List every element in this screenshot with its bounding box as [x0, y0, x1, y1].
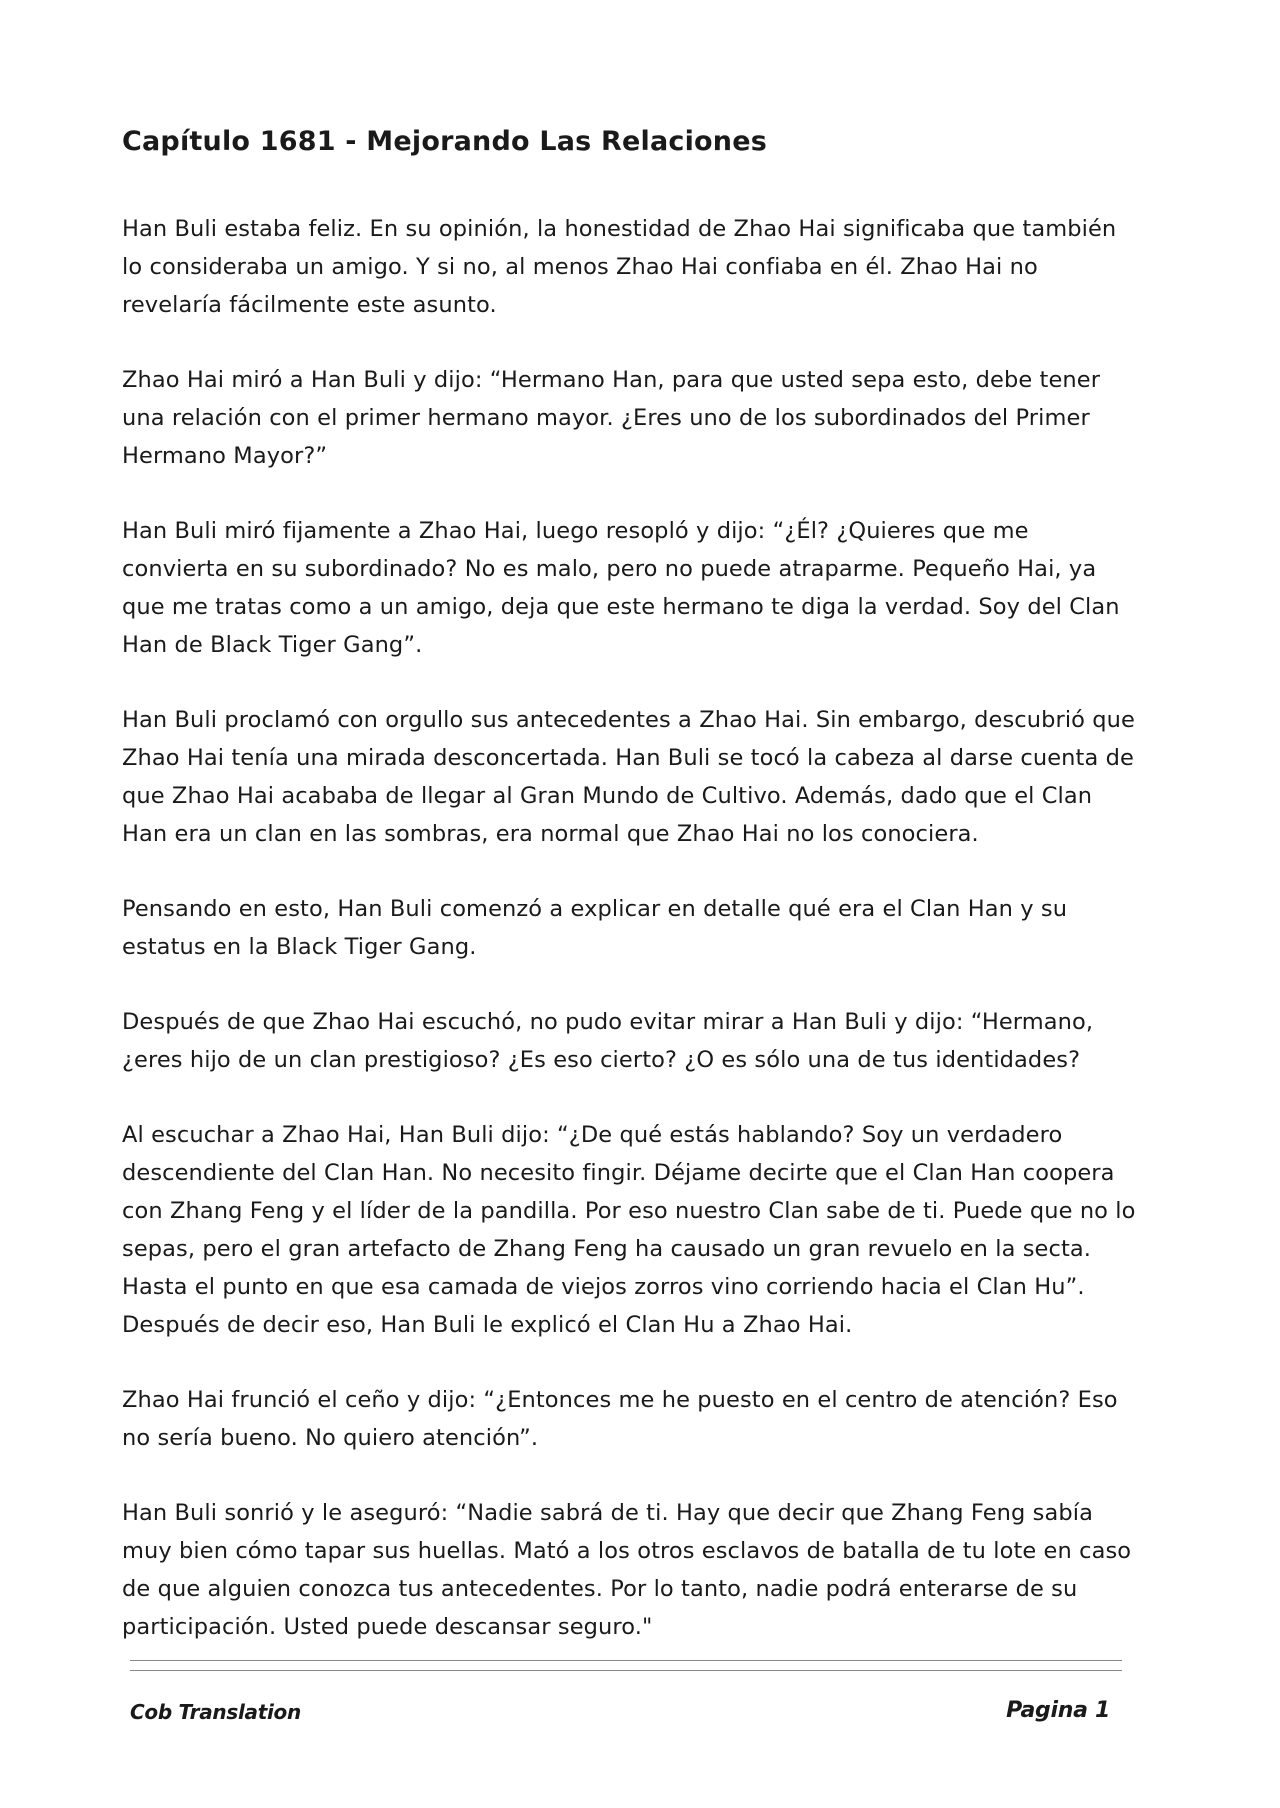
- footer-page-number: Pagina 1: [1006, 1698, 1110, 1723]
- document-body: [122, 118, 1142, 1683]
- footer-divider-top: [130, 1660, 1122, 1661]
- paragraph-8: Zhao Hai frunció el ceño y dijo: “¿Entonces me he puesto en el centro de atención? Eso no sería bueno. No quiero atención”.: [122, 1387, 1118, 1451]
- paragraph-5: Pensando en esto, Han Buli comenzó a explicar en detalle qué era el Clan Han y su estatus en la Black Tiger Gang.: [122, 896, 1068, 960]
- paragraph-3: Han Buli miró fijamente a Zhao Hai, luego resopló y dijo: “¿Él? ¿Quieres que me convierta en su subordinado? No es malo, pero no puede atraparme. Pequeño Hai, ya que me tratas como a un amigo, deja que este hermano te diga la verdad. Soy del Clan Han de Black Tiger Gang”.: [122, 518, 1120, 658]
- paragraph-1: Han Buli estaba feliz. En su opinión, la honestidad de Zhao Hai significaba que también lo consideraba un amigo. Y si no, al menos Zhao Hai confiaba en él. Zhao Hai no revelaría fácilmente este asunto.: [122, 216, 1117, 318]
- paragraph-2: Zhao Hai miró a Han Buli y dijo: “Hermano Han, para que usted sepa esto, debe tener una relación con el primer hermano mayor. ¿Eres uno de los subordinados del Primer Hermano Mayor?”: [122, 367, 1101, 469]
- paragraph-6: Después de que Zhao Hai escuchó, no pudo evitar mirar a Han Buli y dijo: “Hermano, ¿eres hijo de un clan prestigioso? ¿Es eso cierto? ¿O es sólo una de tus identidades?: [122, 1009, 1094, 1073]
- paragraph-9: Han Buli sonrió y le aseguró: “Nadie sabrá de ti. Hay que decir que Zhang Feng sabía muy bien cómo tapar sus huellas. Mató a los otros esclavos de batalla de tu lote en caso de que alguien conozca tus antecedentes. Por lo tanto, nadie podrá enterarse de su participación. Usted puede descansar seguro.": [122, 1500, 1132, 1640]
- chapter-title: Capítulo 1681 - Mejorando Las Relaciones: [122, 126, 768, 157]
- footer-divider-bottom: [130, 1670, 1122, 1671]
- paragraph-4: Han Buli proclamó con orgullo sus antecedentes a Zhao Hai. Sin embargo, descubrió que Zhao Hai tenía una mirada desconcertada. Han Buli se tocó la cabeza al darse cuenta de que Zhao Hai acababa de llegar al Gran Mundo de Cultivo. Además, dado que el Clan Han era un clan en las sombras, era normal que Zhao Hai no los conociera.: [122, 707, 1135, 847]
- footer-translator-credit: Cob Translation: [130, 1700, 301, 1724]
- paragraph-7: Al escuchar a Zhao Hai, Han Buli dijo: “¿De qué estás hablando? Soy un verdadero descendiente del Clan Han. No necesito fingir. Déjame decirte que el Clan Han coopera con Zhang Feng y el líder de la pandilla. Por eso nuestro Clan sabe de ti. Puede que no lo sepas, pero el gran artefacto de Zhang Feng ha causado un gran revuelo en la secta. Hasta el punto en que esa camada de viejos zorros vino corriendo hacia el Clan Hu”. Después de decir eso, Han Buli le explicó el Clan Hu a Zhao Hai.: [122, 1122, 1136, 1338]
